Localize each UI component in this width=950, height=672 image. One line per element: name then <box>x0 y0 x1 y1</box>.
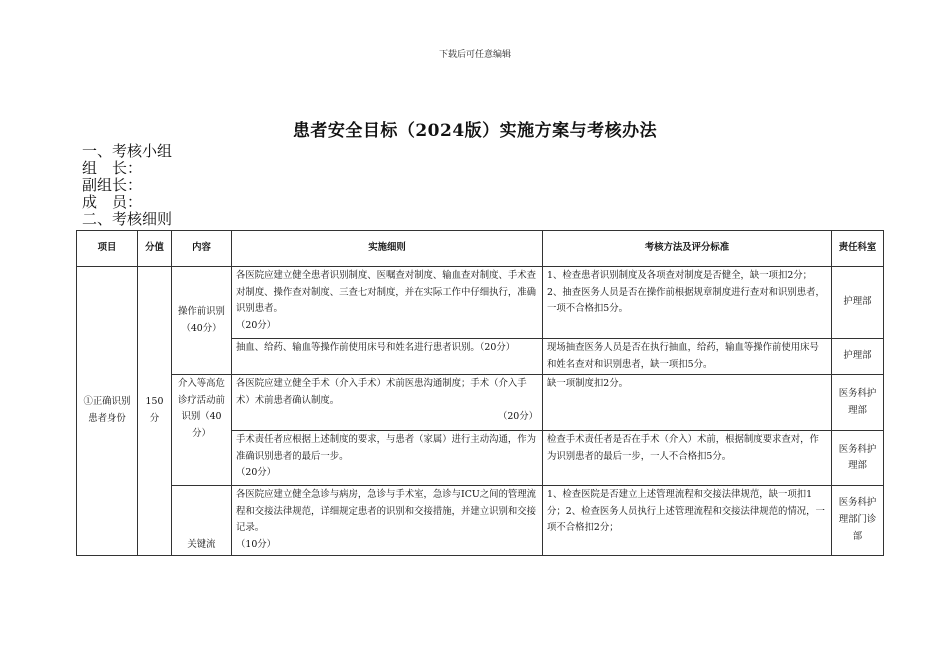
details-score: （20分） <box>236 467 277 479</box>
team-member-line: 成 员： <box>82 193 143 211</box>
header-note: 下载后可任意编辑 <box>438 50 511 60</box>
details-cell <box>232 486 543 555</box>
dept-cell <box>832 431 884 486</box>
header-dept: 责任科室 <box>832 231 884 267</box>
content-label: 介入等高危诊疗活动前识别（40分） <box>178 378 225 439</box>
assessment-table <box>76 230 884 556</box>
item-score: 150分 <box>145 396 164 424</box>
details-score: （20分） <box>236 319 277 331</box>
details-cell <box>232 375 543 431</box>
header-content: 内容 <box>172 231 232 267</box>
document-title: 患者安全目标（2024版）实施方案与考核办法 <box>292 121 658 141</box>
table-row <box>77 486 884 555</box>
method-cell <box>543 267 832 339</box>
method-text: 1、检查患者识别制度及各项查对制度是否健全，缺一项扣2分；2、抽查医务人员是否在操作前根据规章制度进行查对和识别患者，一项不合格扣5分。 <box>547 270 825 315</box>
details-text: 各医院应建立健全手术（介入手术）术前医患沟通制度；手术（介入手术）术前患者确认制度。 <box>236 378 527 406</box>
dept-text: 医务科护理部 <box>838 388 877 416</box>
header-details: 实施细则 <box>232 231 543 267</box>
details-score: （20分） <box>497 411 538 423</box>
dept-cell <box>832 486 884 555</box>
dept-text: 医务科护理部 <box>838 443 877 472</box>
item-name-cell <box>77 267 138 556</box>
header-item: 项目 <box>77 231 138 267</box>
dept-cell <box>832 375 884 431</box>
table-header-row <box>77 231 884 267</box>
team-deputy-line: 副组长： <box>82 176 143 194</box>
method-cell <box>543 486 832 555</box>
details-score: （10分） <box>236 538 277 550</box>
header-score: 分值 <box>138 231 172 267</box>
details-text: 各医院应建立健全急诊与病房，急诊与手术室，急诊与ICU之间的管理流程和交接法律规范，详细规定患者的识别和交接措施，并建立识别和交接记录。 <box>236 489 537 534</box>
item-name: ①正确识别患者身份 <box>83 396 131 424</box>
content-label: 操作前识别（40分） <box>178 306 225 334</box>
details-text: 抽血、给药、输血等操作前使用床号和姓名进行患者识别。（20分） <box>236 342 516 353</box>
content-cell <box>172 486 232 555</box>
dept-cell <box>832 339 884 375</box>
item-score-cell <box>138 267 172 556</box>
content-cell <box>172 375 232 486</box>
method-text: 1、检查医院是否建立上述管理流程和交接法律规范，缺一项扣1分；2、检查医务人员执行上述管理流程和交接法律规范的情况，一项不合格扣2分； <box>547 489 825 534</box>
dept-text: 护理部 <box>843 350 872 362</box>
details-cell <box>232 267 543 339</box>
method-text: 现场抽查医务人员是否在执行抽血，给药，输血等操作前使用床号和姓名查对和识别患者，缺一项扣5分。 <box>547 342 819 370</box>
details-cell <box>232 431 543 486</box>
method-cell <box>543 339 832 375</box>
section-heading-team: 一、考核小组 <box>82 142 173 160</box>
method-cell <box>543 375 832 431</box>
header-method: 考核方法及评分标准 <box>543 231 832 267</box>
method-text: 检查手术责任者是否在手术（介入）术前，根据制度要求查对，作为识别患者的最后一步，一人不合格扣5分。 <box>547 434 819 462</box>
section-heading-rules: 二、考核细则 <box>82 210 173 228</box>
dept-cell <box>832 267 884 339</box>
team-leader-line: 组 长： <box>82 159 143 177</box>
method-text: 缺一项制度扣2分。 <box>547 378 628 390</box>
details-cell <box>232 339 543 375</box>
method-cell <box>543 431 832 486</box>
table-row <box>77 267 884 339</box>
table-row <box>77 375 884 431</box>
details-text: 手术责任者应根据上述制度的要求，与患者（家属）进行主动沟通，作为准确识别患者的最后一步。 <box>236 434 537 462</box>
content-cell <box>172 267 232 375</box>
content-label: 关键流 <box>187 538 216 550</box>
details-text: 各医院应建立健全患者识别制度、医嘱查对制度、输血查对制度、手术查对制度、操作查对制度、三查七对制度，并在实际工作中仔细执行，准确识别患者。 <box>236 270 537 315</box>
dept-text: 医务科护理部门诊部 <box>838 497 877 542</box>
dept-text: 护理部 <box>843 296 872 308</box>
